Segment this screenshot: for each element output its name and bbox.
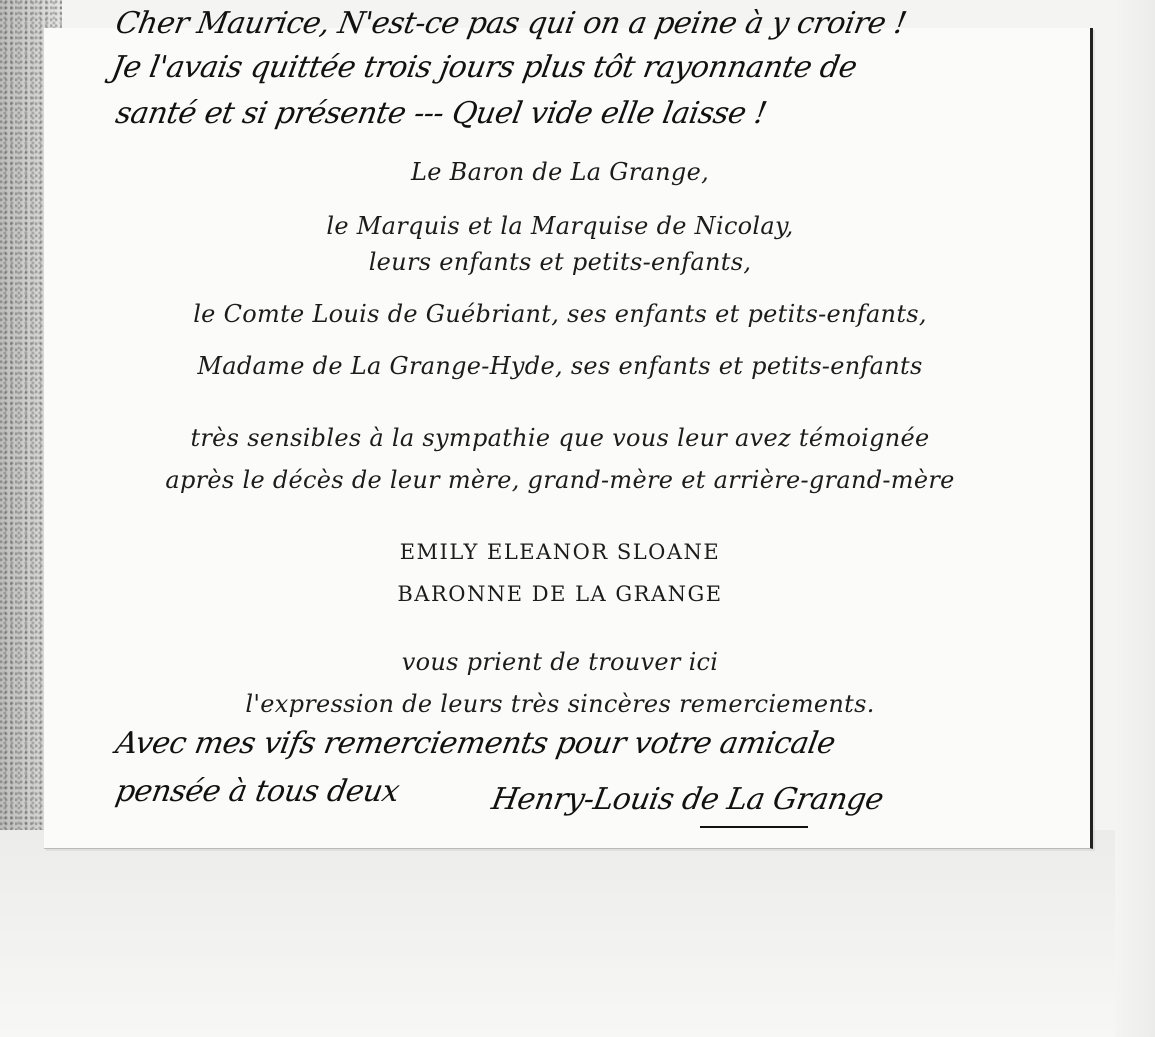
handwritten-signature: Henry-Louis de La Grange	[488, 782, 886, 817]
printed-name-baronne: BARONNE DE LA GRANGE	[397, 582, 723, 606]
handwritten-closing-line-1: Avec mes vifs remerciements pour votre amicale	[112, 726, 838, 761]
printed-line-marquis: le Marquis et la Marquise de Nicolay,	[326, 212, 794, 240]
printed-line-prient: vous prient de trouver ici	[401, 648, 719, 676]
printed-line-baron: Le Baron de La Grange,	[411, 158, 709, 186]
handwritten-line-2: Je l'avais quittée trois jours plus tôt rayonnante de	[108, 50, 860, 85]
printed-line-remerciements: l'expression de leurs très sincères remerciements.	[245, 690, 875, 718]
handwritten-line-3: santé et si présente --- Quel vide elle laisse !	[112, 96, 770, 131]
printed-line-madame: Madame de La Grange-Hyde, ses enfants et petits-enfants	[197, 352, 923, 380]
handwritten-closing-line-2: pensée à tous deux	[112, 774, 402, 809]
printed-line-comte: le Comte Louis de Guébriant, ses enfants et petits-enfants,	[193, 300, 927, 328]
printed-line-sympathy: très sensibles à la sympathie que vous leur avez témoignée	[190, 424, 930, 452]
handwritten-line-1: Cher Maurice, N'est-ce pas qui on a peine à y croire !	[112, 6, 909, 41]
printed-line-marquis-children: leurs enfants et petits-enfants,	[368, 248, 752, 276]
printed-name-emily: EMILY ELEANOR SLOANE	[399, 540, 721, 564]
signature-underline	[700, 826, 808, 828]
printed-line-deceased: après le décès de leur mère, grand-mère et arrière-grand-mère	[165, 466, 955, 494]
scan-background-right	[1115, 0, 1155, 1037]
scan-background-bottom	[0, 830, 1155, 1037]
